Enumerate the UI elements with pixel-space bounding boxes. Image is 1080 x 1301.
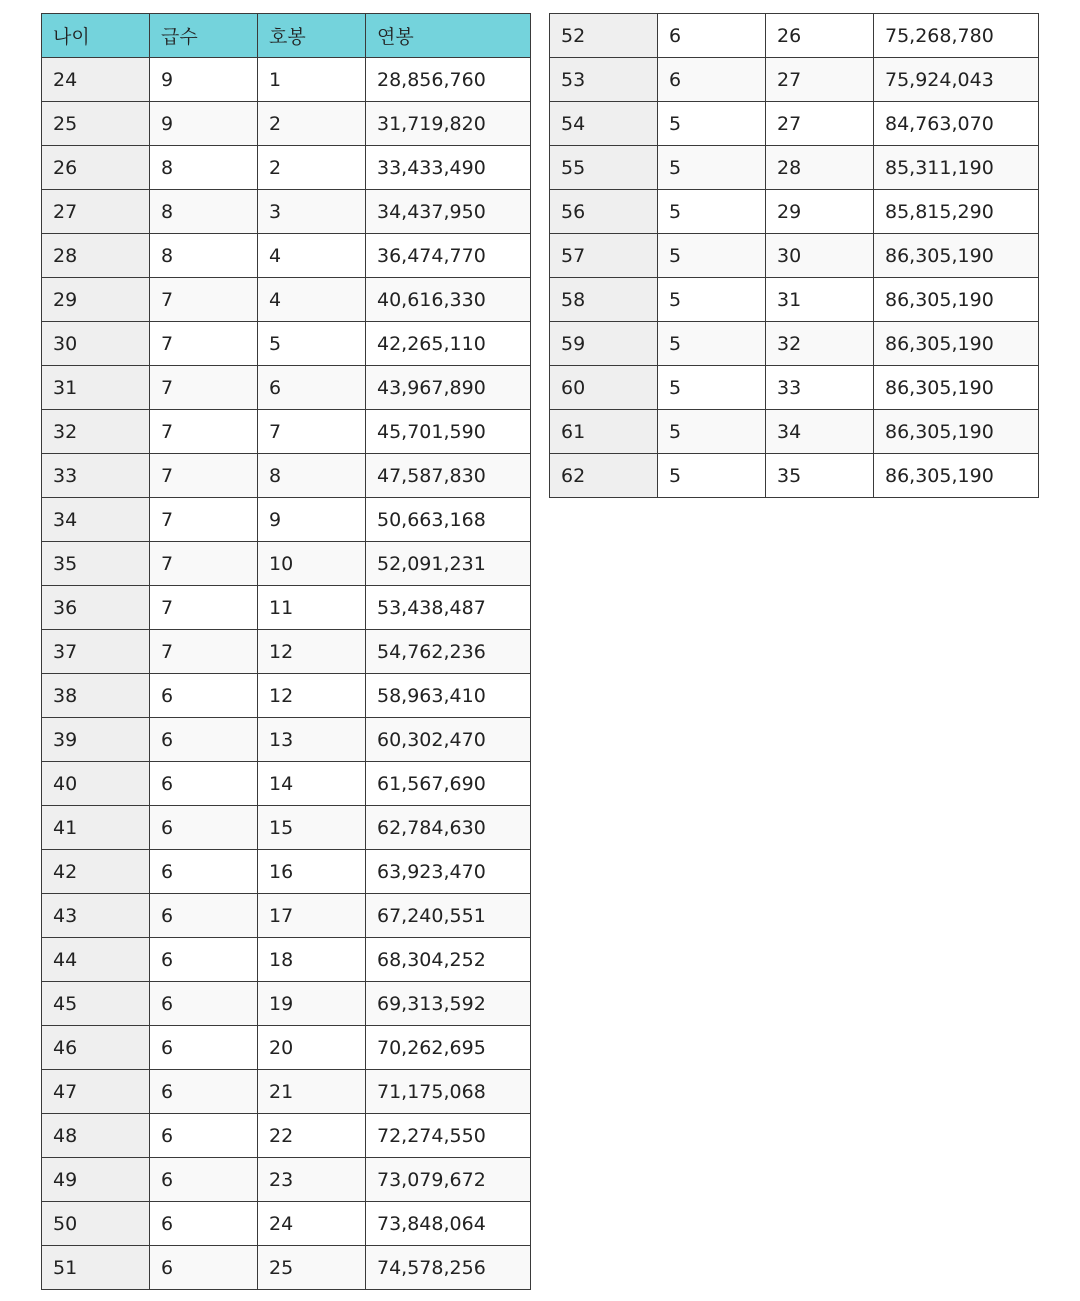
age-cell: 60 xyxy=(550,366,658,410)
salary-cell: 70,262,695 xyxy=(366,1026,531,1070)
salary-cell: 47,587,830 xyxy=(366,454,531,498)
salary-cell: 86,305,190 xyxy=(874,278,1039,322)
step-cell: 31 xyxy=(766,278,874,322)
grade-cell: 7 xyxy=(150,498,258,542)
age-cell: 31 xyxy=(42,366,150,410)
age-cell: 40 xyxy=(42,762,150,806)
salary-cell: 72,274,550 xyxy=(366,1114,531,1158)
age-cell: 52 xyxy=(550,14,658,58)
grade-cell: 6 xyxy=(150,850,258,894)
age-cell: 46 xyxy=(42,1026,150,1070)
grade-cell: 5 xyxy=(658,454,766,498)
step-cell: 34 xyxy=(766,410,874,454)
salary-cell: 43,967,890 xyxy=(366,366,531,410)
grade-cell: 6 xyxy=(150,1114,258,1158)
salary-cell: 50,663,168 xyxy=(366,498,531,542)
grade-cell: 6 xyxy=(150,1246,258,1290)
table-row xyxy=(550,102,1039,146)
salary-cell: 33,433,490 xyxy=(366,146,531,190)
header-step: 호봉 xyxy=(258,14,366,58)
grade-cell: 5 xyxy=(658,102,766,146)
age-cell: 51 xyxy=(42,1246,150,1290)
salary-cell: 84,763,070 xyxy=(874,102,1039,146)
grade-cell: 5 xyxy=(658,146,766,190)
step-cell: 27 xyxy=(766,102,874,146)
table-row xyxy=(42,58,531,102)
step-cell: 3 xyxy=(258,190,366,234)
table-row xyxy=(42,102,531,146)
age-cell: 41 xyxy=(42,806,150,850)
age-cell: 34 xyxy=(42,498,150,542)
grade-cell: 5 xyxy=(658,410,766,454)
age-cell: 26 xyxy=(42,146,150,190)
step-cell: 13 xyxy=(258,718,366,762)
age-cell: 48 xyxy=(42,1114,150,1158)
table-row xyxy=(550,410,1039,454)
age-cell: 56 xyxy=(550,190,658,234)
salary-table-right xyxy=(549,13,1039,498)
salary-cell: 67,240,551 xyxy=(366,894,531,938)
step-cell: 4 xyxy=(258,278,366,322)
salary-cell: 73,079,672 xyxy=(366,1158,531,1202)
step-cell: 33 xyxy=(766,366,874,410)
grade-cell: 5 xyxy=(658,234,766,278)
step-cell: 11 xyxy=(258,586,366,630)
step-cell: 8 xyxy=(258,454,366,498)
salary-cell: 86,305,190 xyxy=(874,366,1039,410)
table-row xyxy=(550,278,1039,322)
step-cell: 20 xyxy=(258,1026,366,1070)
right-table-body xyxy=(550,14,1039,498)
step-cell: 9 xyxy=(258,498,366,542)
grade-cell: 7 xyxy=(150,630,258,674)
grade-cell: 6 xyxy=(658,58,766,102)
grade-cell: 5 xyxy=(658,366,766,410)
step-cell: 5 xyxy=(258,322,366,366)
salary-cell: 45,701,590 xyxy=(366,410,531,454)
table-row xyxy=(42,762,531,806)
header-annual-salary: 연봉 xyxy=(366,14,531,58)
table-row xyxy=(42,1158,531,1202)
grade-cell: 6 xyxy=(150,1202,258,1246)
table-row xyxy=(42,366,531,410)
grade-cell: 7 xyxy=(150,454,258,498)
salary-cell: 58,963,410 xyxy=(366,674,531,718)
age-cell: 43 xyxy=(42,894,150,938)
salary-cell: 68,304,252 xyxy=(366,938,531,982)
table-row xyxy=(42,1246,531,1290)
step-cell: 12 xyxy=(258,674,366,718)
step-cell: 26 xyxy=(766,14,874,58)
header-grade: 급수 xyxy=(150,14,258,58)
salary-cell: 73,848,064 xyxy=(366,1202,531,1246)
age-cell: 37 xyxy=(42,630,150,674)
salary-cell: 31,719,820 xyxy=(366,102,531,146)
grade-cell: 7 xyxy=(150,410,258,454)
age-cell: 33 xyxy=(42,454,150,498)
age-cell: 38 xyxy=(42,674,150,718)
salary-cell: 75,268,780 xyxy=(874,14,1039,58)
table-row xyxy=(550,58,1039,102)
salary-cell: 40,616,330 xyxy=(366,278,531,322)
age-cell: 30 xyxy=(42,322,150,366)
table-row xyxy=(42,146,531,190)
step-cell: 27 xyxy=(766,58,874,102)
table-row xyxy=(42,894,531,938)
table-row xyxy=(42,718,531,762)
age-cell: 24 xyxy=(42,58,150,102)
salary-cell: 61,567,690 xyxy=(366,762,531,806)
age-cell: 59 xyxy=(550,322,658,366)
age-cell: 25 xyxy=(42,102,150,146)
step-cell: 18 xyxy=(258,938,366,982)
grade-cell: 6 xyxy=(150,894,258,938)
grade-cell: 9 xyxy=(150,58,258,102)
age-cell: 45 xyxy=(42,982,150,1026)
age-cell: 35 xyxy=(42,542,150,586)
table-row xyxy=(42,322,531,366)
salary-cell: 60,302,470 xyxy=(366,718,531,762)
age-cell: 57 xyxy=(550,234,658,278)
grade-cell: 6 xyxy=(658,14,766,58)
salary-cell: 69,313,592 xyxy=(366,982,531,1026)
salary-cell: 34,437,950 xyxy=(366,190,531,234)
salary-cell: 71,175,068 xyxy=(366,1070,531,1114)
age-cell: 58 xyxy=(550,278,658,322)
step-cell: 15 xyxy=(258,806,366,850)
table-row xyxy=(550,454,1039,498)
age-cell: 54 xyxy=(550,102,658,146)
age-cell: 44 xyxy=(42,938,150,982)
table-row xyxy=(42,1202,531,1246)
table-header-row xyxy=(42,14,531,58)
table-row xyxy=(42,982,531,1026)
step-cell: 4 xyxy=(258,234,366,278)
grade-cell: 6 xyxy=(150,938,258,982)
age-cell: 42 xyxy=(42,850,150,894)
age-cell: 32 xyxy=(42,410,150,454)
salary-cell: 54,762,236 xyxy=(366,630,531,674)
table-row xyxy=(550,366,1039,410)
grade-cell: 5 xyxy=(658,322,766,366)
step-cell: 10 xyxy=(258,542,366,586)
table-row xyxy=(42,1070,531,1114)
age-cell: 29 xyxy=(42,278,150,322)
grade-cell: 6 xyxy=(150,762,258,806)
age-cell: 61 xyxy=(550,410,658,454)
step-cell: 21 xyxy=(258,1070,366,1114)
salary-cell: 86,305,190 xyxy=(874,234,1039,278)
table-row xyxy=(42,938,531,982)
table-row xyxy=(42,674,531,718)
step-cell: 30 xyxy=(766,234,874,278)
step-cell: 6 xyxy=(258,366,366,410)
age-cell: 27 xyxy=(42,190,150,234)
step-cell: 22 xyxy=(258,1114,366,1158)
salary-cell: 36,474,770 xyxy=(366,234,531,278)
grade-cell: 7 xyxy=(150,586,258,630)
age-cell: 50 xyxy=(42,1202,150,1246)
age-cell: 49 xyxy=(42,1158,150,1202)
table-row xyxy=(42,806,531,850)
table-row xyxy=(550,322,1039,366)
step-cell: 35 xyxy=(766,454,874,498)
age-cell: 53 xyxy=(550,58,658,102)
salary-cell: 74,578,256 xyxy=(366,1246,531,1290)
salary-cell: 63,923,470 xyxy=(366,850,531,894)
step-cell: 32 xyxy=(766,322,874,366)
table-row xyxy=(42,630,531,674)
step-cell: 25 xyxy=(258,1246,366,1290)
grade-cell: 9 xyxy=(150,102,258,146)
step-cell: 2 xyxy=(258,146,366,190)
table-row xyxy=(42,410,531,454)
step-cell: 23 xyxy=(258,1158,366,1202)
grade-cell: 7 xyxy=(150,278,258,322)
salary-cell: 85,311,190 xyxy=(874,146,1039,190)
grade-cell: 6 xyxy=(150,982,258,1026)
table-row xyxy=(42,850,531,894)
salary-cell: 42,265,110 xyxy=(366,322,531,366)
step-cell: 28 xyxy=(766,146,874,190)
salary-cell: 86,305,190 xyxy=(874,410,1039,454)
salary-cell: 85,815,290 xyxy=(874,190,1039,234)
grade-cell: 6 xyxy=(150,806,258,850)
step-cell: 16 xyxy=(258,850,366,894)
grade-cell: 8 xyxy=(150,146,258,190)
step-cell: 2 xyxy=(258,102,366,146)
table-row xyxy=(42,498,531,542)
table-row xyxy=(550,190,1039,234)
table-row xyxy=(42,278,531,322)
salary-cell: 52,091,231 xyxy=(366,542,531,586)
grade-cell: 8 xyxy=(150,234,258,278)
step-cell: 14 xyxy=(258,762,366,806)
age-cell: 39 xyxy=(42,718,150,762)
step-cell: 17 xyxy=(258,894,366,938)
table-row xyxy=(42,586,531,630)
salary-cell: 86,305,190 xyxy=(874,454,1039,498)
salary-cell: 75,924,043 xyxy=(874,58,1039,102)
step-cell: 19 xyxy=(258,982,366,1026)
age-cell: 47 xyxy=(42,1070,150,1114)
grade-cell: 6 xyxy=(150,1158,258,1202)
table-row xyxy=(42,234,531,278)
age-cell: 36 xyxy=(42,586,150,630)
grade-cell: 6 xyxy=(150,718,258,762)
age-cell: 28 xyxy=(42,234,150,278)
grade-cell: 5 xyxy=(658,190,766,234)
grade-cell: 6 xyxy=(150,674,258,718)
table-row xyxy=(42,454,531,498)
grade-cell: 7 xyxy=(150,542,258,586)
table-row xyxy=(550,14,1039,58)
step-cell: 24 xyxy=(258,1202,366,1246)
step-cell: 1 xyxy=(258,58,366,102)
step-cell: 29 xyxy=(766,190,874,234)
table-row xyxy=(42,1026,531,1070)
grade-cell: 7 xyxy=(150,366,258,410)
salary-cell: 86,305,190 xyxy=(874,322,1039,366)
table-row xyxy=(550,234,1039,278)
step-cell: 12 xyxy=(258,630,366,674)
grade-cell: 8 xyxy=(150,190,258,234)
grade-cell: 7 xyxy=(150,322,258,366)
table-row xyxy=(550,146,1039,190)
salary-table-left xyxy=(41,13,531,1290)
salary-cell: 62,784,630 xyxy=(366,806,531,850)
salary-cell: 53,438,487 xyxy=(366,586,531,630)
header-age: 나이 xyxy=(42,14,150,58)
grade-cell: 6 xyxy=(150,1070,258,1114)
table-row xyxy=(42,190,531,234)
step-cell: 7 xyxy=(258,410,366,454)
grade-cell: 5 xyxy=(658,278,766,322)
age-cell: 62 xyxy=(550,454,658,498)
grade-cell: 6 xyxy=(150,1026,258,1070)
age-cell: 55 xyxy=(550,146,658,190)
table-row xyxy=(42,1114,531,1158)
table-row xyxy=(42,542,531,586)
left-table-body xyxy=(42,58,531,1290)
salary-cell: 28,856,760 xyxy=(366,58,531,102)
